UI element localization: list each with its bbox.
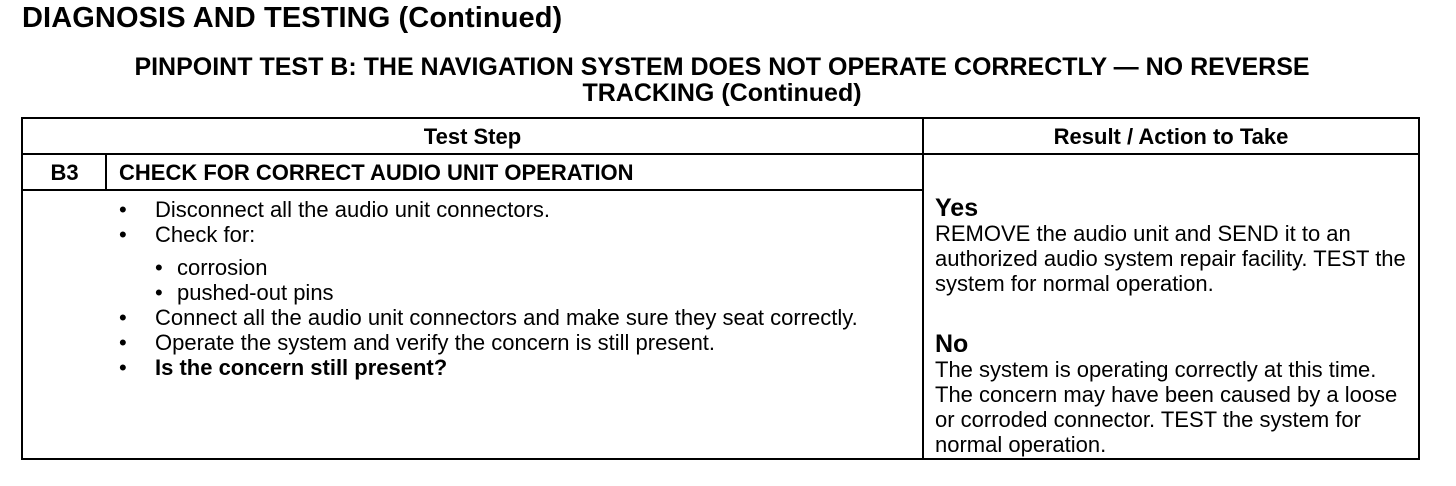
result-no-text: The system is operating correctly at this time. The concern may have been caused by a loose or corroded connector. TEST the system for normal operation. [935,357,1398,457]
bullet-glyph: • [119,330,127,355]
result-no-label: No [935,330,969,358]
list-item-text: Disconnect all the audio unit connectors. [155,197,551,222]
list-item [111,330,921,355]
sub-list-item-text: pushed-out pins [177,280,334,305]
bullet-glyph: • [119,355,127,380]
list-item [111,197,921,222]
check-for-list [155,255,921,305]
list-item [111,305,921,330]
page-title: DIAGNOSIS AND TESTING (Continued) [22,2,563,34]
header-result-action: Result / Action to Take [1053,124,1289,149]
step-instructions [111,197,921,380]
bullet-glyph: • [119,305,127,330]
result-yes-text: REMOVE the audio unit and SEND it to an authorized audio system repair facility. TEST the system for normal operation. [935,221,1406,296]
header-test-step: Test Step [423,124,522,149]
pinpoint-test-title-line-1: PINPOINT TEST B: THE NAVIGATION SYSTEM DOES NOT OPERATE CORRECTLY — NO REVERSE [134,53,1310,81]
sub-bullet-glyph: • [155,280,163,305]
sub-list-item [155,255,921,280]
list-item-text: Check for: [155,222,256,247]
sub-list-item [155,280,921,305]
question-text: Is the concern still present? [155,355,448,380]
bullet-glyph: • [119,222,127,247]
result-yes-label: Yes [935,194,979,222]
sub-bullet-glyph: • [155,255,163,280]
list-item [111,355,921,380]
list-item-text: Operate the system and verify the concern is still present. [155,330,716,355]
list-item-text: Connect all the audio unit connectors and make sure they seat correctly. [155,305,858,330]
result-no [935,331,1415,457]
test-table [21,117,1420,460]
pinpoint-test-title-line-2: TRACKING (Continued) [582,79,862,107]
pinpoint-test-title [22,54,1422,106]
bullet-glyph: • [119,197,127,222]
step-id: B3 [50,160,79,185]
step-title: CHECK FOR CORRECT AUDIO UNIT OPERATION [119,160,634,185]
list-item [111,222,921,305]
table-divider-columns [922,119,924,458]
sub-list-item-text: corrosion [177,255,268,280]
result-yes [935,195,1415,296]
